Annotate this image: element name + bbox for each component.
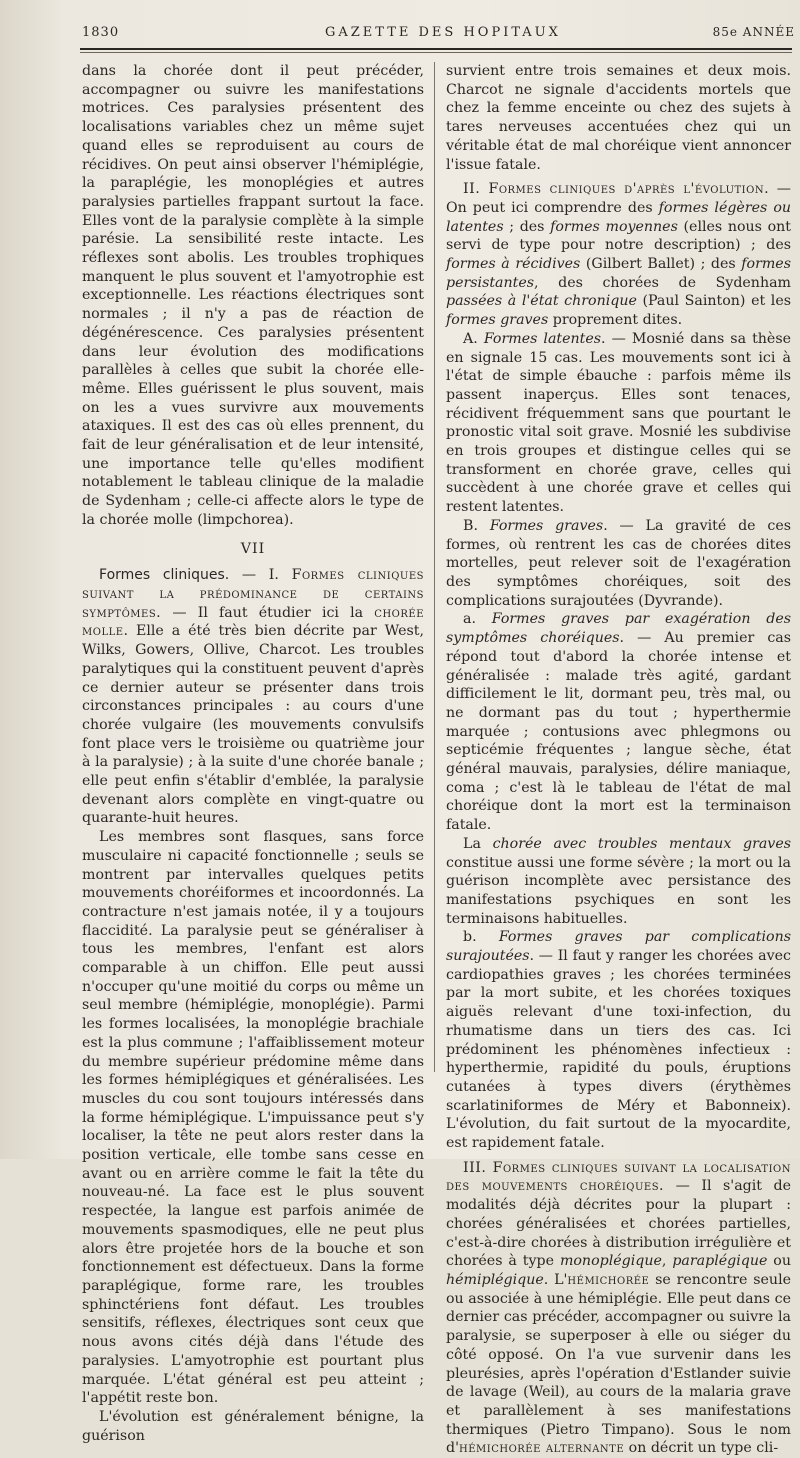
term-italic: chorée avec troubles mentaux graves (492, 835, 792, 852)
text-run: ; des (503, 218, 551, 235)
left-column (82, 62, 424, 1445)
paragraph-formes-graves (446, 517, 791, 611)
term-italic: Formes graves par exagération des symptômes choréiques (446, 611, 791, 647)
column-divider (434, 62, 435, 1072)
text-run: (Gilbert Ballet) ; des (580, 256, 742, 273)
header-rule-thin (80, 52, 792, 53)
text-run: — I. (229, 567, 292, 584)
text-run: b. (463, 929, 499, 946)
text-run: a. (463, 611, 492, 628)
header-rule (80, 48, 792, 50)
text-run: — Il faut étudier ici la (161, 604, 375, 621)
paragraph-localisation (446, 1159, 791, 1458)
term-choree-molle: chorée molle (82, 604, 424, 640)
term-italic: Formes graves par complications surajoutées (446, 929, 791, 965)
text-run: , (661, 1253, 673, 1270)
subsection-title: III. Formes cliniques suivant la localisation des mouvements choréiques. (446, 1159, 791, 1195)
term-italic: formes persistantes (446, 256, 791, 291)
term-italic: Formes latentes (483, 330, 602, 347)
right-column (446, 62, 791, 1458)
text-run: . — La gravité de ces formes, où rentrent les cas de chorées dites mortelles, peut relever soit de l'exagération des symptômes choréiques, soit des complications surajoutées (Dyvrande). (446, 517, 792, 609)
term-italic: hémiplégique (446, 1272, 544, 1288)
text-run: . — Au premier cas répond tout d'abord la chorée intense et généralisée : malade très agité, gardant difficilement le lit, dormant peu, très mal, ou ne dormant pas du tout ; hyperthermie marquée ; contusions avec phlegmons ou septicémie fréquentes ; langue sèche, état général mauvais, paralysies, délire maniaque, coma ; c'est là le tableau de l'état de mal choréique dont la mort est la terminaison fatale. (446, 630, 791, 834)
text-run: constitue aussi une forme sévère ; la mort ou la guérison incomplète avec persistance des manifestations psychiques en sont les terminaisons habituelles. (446, 854, 791, 927)
text-run: proprement dites. (548, 312, 683, 329)
term-italic: Formes graves (489, 517, 604, 534)
paragraph-charcot: survient entre trois semaines et deux mois. Charcot ne signale d'accidents mortels que chez la femme enceinte ou chez des sujets à tares nerveuses accentuées chez qui un véritable état de mal choréique vient annoncer l'issue fatale. (446, 63, 791, 173)
paragraph-troubles-mentaux (446, 835, 791, 929)
text-run: . L' (543, 1272, 568, 1288)
subsection-title: II. Formes cliniques d'après l'évolution. (463, 181, 770, 198)
text-run: ou (767, 1253, 791, 1270)
paragraph-complications (446, 928, 791, 1152)
subsection-title: Formes cliniques suivant la prédominance de certains symptômes. (82, 567, 424, 621)
text-run: . — Il faut y ranger les chorées avec cardiopathies graves ; les chorées terminées par la mort subite, et les chorées toxiques aiguës relevant d'une toxi-infection, du rhumatisme dans un tiers des cas. Ici prédominent les phénomènes infectieux : hyperthermie, rapidité du pouls, éruptions cutanées à types divers (érythèmes scarlatiniformes de Méry et Babonneix). L'évolution, du fait surtout de la myocardite, est rapidement fatale. (446, 948, 791, 1152)
text-run: (elles nous ont servi de type pour notre description) ; des (446, 218, 791, 254)
paragraph-formes-latentes (446, 330, 791, 517)
page-number: 1830 (82, 25, 120, 40)
text-run: A. (463, 330, 484, 347)
page-header (70, 22, 795, 46)
text-run: . — Mosnié dans sa thèse en signale 15 cas. Les mouvements sont ici à l'état de simple ébauche : parfois même ils passent inaperçus. Elles sont tenaces, récidivent fréquemment sans que pourtant le pronostic vital soit grave. Mosnié les subdivise en trois groupes et distingue celles qui se transforment en chorée grave, celles qui succèdent à une chorée grave et celles qui restent latentes. (446, 330, 792, 516)
term-italic: formes à récidives (446, 256, 581, 273)
paragraph-evolution: L'évolution est généralement bénigne, la guérison (82, 1408, 424, 1444)
text-run: B. (463, 517, 490, 534)
text-run: — Il s'agit de modalités déjà décrites pour la plupart : chorées généralisées et chorées partielles, c'est-à-dire chorées à distribution irrégulière et chorées à type (446, 1178, 791, 1270)
paragraph-exageration (446, 610, 791, 834)
term-hemichoree-alternante: hémichorée alternante (458, 1440, 625, 1457)
section-heading: Formes cliniques. (99, 567, 230, 584)
journal-title: GAZETTE DES HOPITAUX (325, 25, 561, 40)
volume-year: 85e ANNÉE (712, 25, 795, 39)
text-run: se rencontre seule ou associée à une hémiplégie. Elle peut dans ce dernier cas précéder, accompagner ou suivre la paralysie, se superposer à elle ou siéger du côté opposé. On l'a vue survenir dans les pleurésies, après l'opération d'Estlander suivie de lavage (Weil), au cours de la malaria grave et parallèlement à ses manifestations thermiques (Pietro Timpano). Sous le nom d' (446, 1272, 791, 1457)
term-italic: monoplégique (559, 1253, 662, 1270)
term-italic: formes graves (446, 312, 549, 329)
text-run: — On peut ici comprendre des (446, 181, 791, 216)
text-run: on décrit un type cli- (624, 1440, 779, 1457)
text-run: , des chorées de Sydenham (534, 274, 791, 291)
paragraph-formes-evolution (446, 180, 791, 330)
section-number: VII (240, 540, 266, 557)
text-run: . Elle a été très bien décrite par West, Wilks, Gowers, Ollive, Charcot. Les troubles paralytiques qui la constituent peuvent d'après ce dernier auteur se présenter dans trois circonstances principales : au cours d'une chorée vulgaire (les mouvements convulsifs font place vers le troisième ou quatrième jour à la paralysie) ; à la suite d'une chorée banale ; elle peut enfin s'établir d'emblée, la paralysie devenant alors complète en vingt-quatre ou quarante-huit heures. (82, 623, 424, 827)
term-italic: passées à l'état chronique (446, 293, 637, 310)
term-italic: paraplégique (672, 1253, 768, 1270)
paragraph-paralysies: dans la chorée dont il peut précéder, accompagner ou suivre les manifestations motrices. Ces paralysies présentent des localisations variables chez un même sujet quand elles se reproduisent au cours de récidives. On peut ainsi observer l'hémiplégie, la paraplégie, les monoplégies et autres paralysies partielles frappant surtout la face. Elles vont de la paralysie complète à la simple parésie. La sensibilité reste intacte. Les réflexes sont abolis. Les troubles trophiques manquent le plus souvent et l'amyotrophie est exceptionnelle. Les réactions électriques sont normales ; il n'y a pas de réaction de dégénérescence. Ces paralysies présentent dans leur évolution des modifications parallèles à celles que subit la chorée elle-même. Elles guérissent le plus souvent, mais on les a vues survivre aux mouvements ataxiques. Il est des cas où elles prennent, du fait de leur généralisation et de leur intensité, une importance telle qu'elles modifient notablement le tableau clinique de la maladie de Sydenham ; celle-ci affecte alors le type de la chorée molle (limpchorea). (82, 63, 424, 528)
term-italic: formes légères ou latentes (446, 199, 792, 235)
text-run: La (463, 835, 493, 852)
term-hemichoree: hémichorée (567, 1272, 650, 1288)
paragraph-membres: Les membres sont flasques, sans force musculaire ni capacité fonctionnelle ; seuls se montrent par intervalles quelques petits mouvements choréiformes et incoordonnés. La contracture n'est jamais notée, il y a toujours flaccidité. La paralysie peut se généraliser à tous les membres, l'enfant est alors comparable à un chiffon. Elle peut aussi n'occuper qu'une moitié du corps ou même un seul membre (hémiplégie, monoplégie). Parmi les formes localisées, la monoplégie brachiale est la plus commune ; l'affaiblissement moteur du membre supérieur prédomine même dans les formes hémiplégiques et généralisées. Les muscles du cou sont toujours intéressés dans la forme hémiplégique. L'impuissance peut s'y localiser, la tête ne peut alors rester dans la position verticale, elle tombe sans cesse en avant ou en arrière comme le fait la tête du nouveau-né. La face est le plus souvent respectée, la langue est parfois animée de mouvements spasmodiques, elle ne peut plus alors être projetée hors de la bouche et son fonctionnement est défectueux. Dans la forme paraplégique, forme rare, les troubles sphinctériens font défaut. Les troubles sensitifs, réflexes, électriques sont ceux que nous avons cités déjà dans l'étude des paralysies. L'amyotrophie est pourtant plus marquée. L'état général est peu atteint ; l'appétit reste bon. (82, 829, 424, 1407)
text-run: (Paul Sainton) et les (636, 293, 791, 310)
paragraph-formes-cliniques (82, 566, 424, 828)
term-italic: formes moyennes (550, 218, 678, 235)
